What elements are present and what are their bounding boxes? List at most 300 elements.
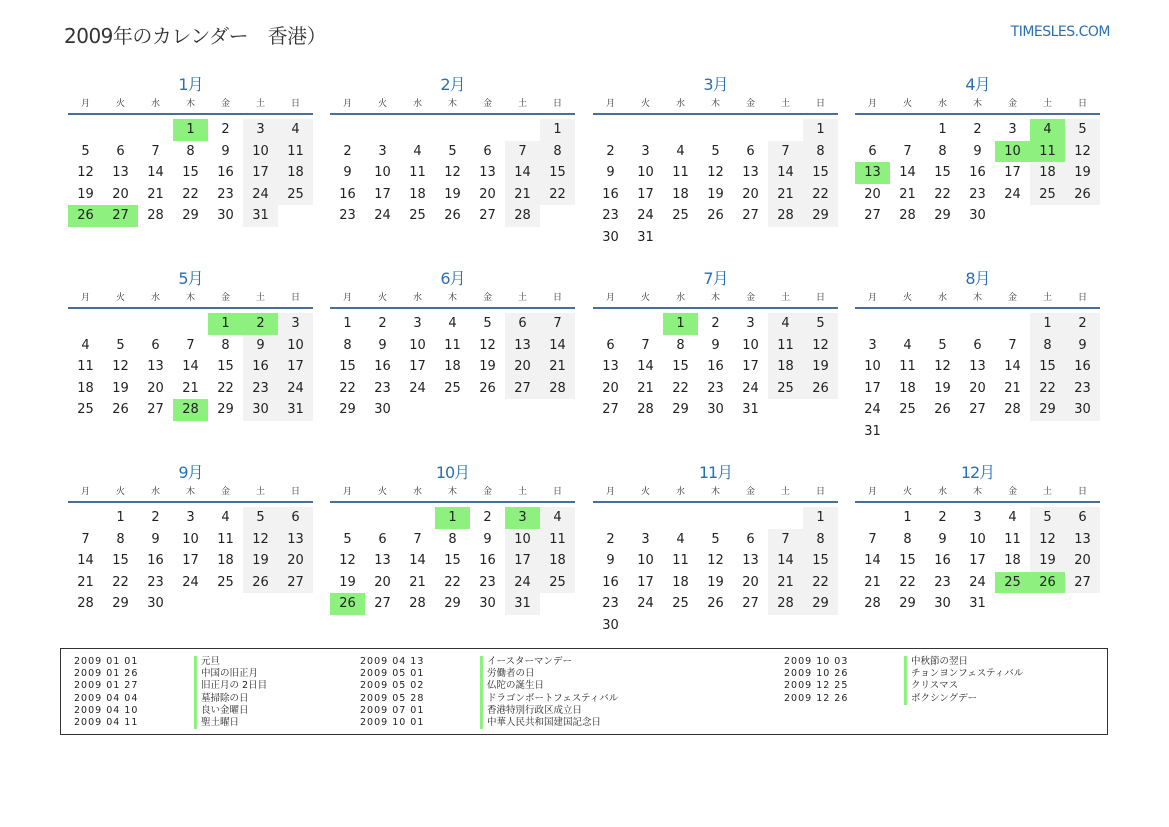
month-6 xyxy=(330,268,575,421)
empty-cell xyxy=(400,507,435,529)
day-cell: 15 xyxy=(899,553,916,569)
empty-cell xyxy=(365,119,400,141)
day-cell: 29 xyxy=(803,593,838,615)
month-title: 8月 xyxy=(965,269,990,288)
empty-cell xyxy=(890,119,925,141)
day-cell: 1 xyxy=(938,122,947,137)
day-cell: 6 xyxy=(746,143,755,159)
month-title: 1月 xyxy=(178,75,203,94)
day-cell: 13 xyxy=(969,359,986,375)
day-cell: 31 xyxy=(969,596,986,612)
day-cell: 30 xyxy=(147,596,164,612)
empty-cell xyxy=(733,119,768,141)
day-cell: 4 xyxy=(81,337,90,353)
day-cell: 21 xyxy=(182,380,199,396)
day-cell: 7 xyxy=(903,143,912,159)
day-cell: 19 xyxy=(1030,550,1065,572)
day-cell: 11 xyxy=(444,337,461,353)
empty-cell xyxy=(68,313,103,335)
day-cell: 4 xyxy=(540,507,575,529)
day-cell: 18 xyxy=(1030,162,1065,184)
day-cell: 25 xyxy=(409,208,426,224)
day-cell: 11 xyxy=(768,335,803,357)
day-cell: 3 xyxy=(243,119,278,141)
day-cell: 3 xyxy=(186,510,195,525)
day-cell: 21 xyxy=(899,186,916,202)
day-cell: 10 xyxy=(637,553,654,569)
day-cell: 29 xyxy=(934,208,951,224)
day-cell: 15 xyxy=(934,165,951,181)
month-divider xyxy=(68,307,313,309)
holiday-row xyxy=(771,680,1023,692)
empty-cell xyxy=(855,313,890,335)
empty-cell xyxy=(103,313,138,335)
day-cell: 24 xyxy=(864,402,881,418)
month-divider xyxy=(593,113,838,115)
day-cell: 23 xyxy=(969,186,986,202)
holiday-day-cell: 26 xyxy=(1030,572,1065,594)
day-cell: 11 xyxy=(1004,531,1021,547)
empty-cell xyxy=(628,119,663,141)
page-title: 2009年のカレンダー 香港） xyxy=(64,24,327,48)
weekday-label: 日 xyxy=(1077,99,1087,109)
day-cell: 14 xyxy=(505,162,540,184)
weekday-header xyxy=(855,484,1100,500)
day-cell: 20 xyxy=(742,574,759,590)
day-cell: 8 xyxy=(116,531,125,547)
weekday-header xyxy=(593,96,838,112)
day-cell: 24 xyxy=(742,380,759,396)
holiday-date: 2009 05 28 xyxy=(360,692,425,704)
day-cell: 21 xyxy=(147,186,164,202)
day-cell: 17 xyxy=(864,380,881,396)
day-cell: 31 xyxy=(742,402,759,418)
holiday-day-cell: 1 xyxy=(435,507,470,529)
day-cell: 2 xyxy=(378,316,387,331)
weekday-label: 土 xyxy=(517,99,527,109)
weekday-label: 土 xyxy=(517,293,527,303)
day-cell: 18 xyxy=(77,380,94,396)
day-cell: 17 xyxy=(374,186,391,202)
day-cell: 24 xyxy=(409,380,426,396)
weekday-label: 日 xyxy=(815,293,825,303)
day-cell: 11 xyxy=(77,359,94,375)
weekday-label: 月 xyxy=(605,487,615,497)
weekday-label: 土 xyxy=(780,487,790,497)
day-cell: 8 xyxy=(343,337,352,353)
month-divider xyxy=(330,113,575,115)
day-cell: 19 xyxy=(112,380,129,396)
holiday-date: 2009 04 10 xyxy=(74,704,139,716)
holiday-name: チョンヨンフェスティバル xyxy=(904,668,1023,680)
holiday-row xyxy=(347,717,618,729)
day-cell: 10 xyxy=(505,529,540,551)
weekday-label: 土 xyxy=(255,99,265,109)
day-cell: 17 xyxy=(182,553,199,569)
empty-cell xyxy=(400,119,435,141)
day-cell: 2 xyxy=(606,143,615,159)
weekday-label: 月 xyxy=(80,293,90,303)
day-cell: 19 xyxy=(77,186,94,202)
day-cell: 26 xyxy=(934,402,951,418)
month-title: 5月 xyxy=(178,269,203,288)
days-grid xyxy=(330,507,575,615)
weekday-label: 水 xyxy=(937,99,947,109)
day-cell: 2 xyxy=(343,143,352,159)
holiday-row xyxy=(347,668,618,680)
day-cell: 31 xyxy=(637,229,654,245)
day-cell: 15 xyxy=(217,359,234,375)
holiday-name: 良い金曜日 xyxy=(194,705,249,717)
day-cell: 22 xyxy=(934,186,951,202)
day-cell: 10 xyxy=(182,531,199,547)
weekday-header xyxy=(855,96,1100,112)
day-cell: 14 xyxy=(409,553,426,569)
day-cell: 2 xyxy=(1065,313,1100,335)
day-cell: 6 xyxy=(151,337,160,353)
day-cell: 27 xyxy=(374,596,391,612)
holiday-day-cell: 25 xyxy=(995,572,1030,594)
day-cell: 23 xyxy=(602,596,619,612)
day-cell: 5 xyxy=(116,337,125,353)
day-cell: 17 xyxy=(637,186,654,202)
day-cell: 17 xyxy=(969,553,986,569)
day-cell: 30 xyxy=(374,402,391,418)
day-cell: 3 xyxy=(378,143,387,159)
weekday-label: 日 xyxy=(552,293,562,303)
day-cell: 25 xyxy=(1030,184,1065,206)
day-cell: 2 xyxy=(938,510,947,525)
month-12 xyxy=(855,462,1100,615)
day-cell: 28 xyxy=(899,208,916,224)
weekday-header xyxy=(330,290,575,306)
day-cell: 23 xyxy=(707,380,724,396)
day-cell: 23 xyxy=(243,378,278,400)
holiday-date: 2009 12 25 xyxy=(784,680,849,692)
empty-cell xyxy=(768,119,803,141)
day-cell: 14 xyxy=(182,359,199,375)
day-cell: 20 xyxy=(602,380,619,396)
day-cell: 15 xyxy=(444,553,461,569)
weekday-label: 木 xyxy=(185,293,195,303)
day-cell: 10 xyxy=(278,335,313,357)
month-3 xyxy=(593,74,838,249)
weekday-label: 木 xyxy=(447,487,457,497)
day-cell: 16 xyxy=(602,574,619,590)
weekday-label: 日 xyxy=(552,487,562,497)
weekday-label: 火 xyxy=(640,487,650,497)
day-cell: 3 xyxy=(641,143,650,159)
day-cell: 25 xyxy=(899,402,916,418)
day-cell: 16 xyxy=(479,553,496,569)
day-cell: 15 xyxy=(339,359,356,375)
day-cell: 28 xyxy=(637,402,654,418)
day-cell: 2 xyxy=(973,122,982,137)
day-cell: 22 xyxy=(444,574,461,590)
month-title: 10月 xyxy=(435,463,470,482)
weekday-label: 月 xyxy=(342,487,352,497)
day-cell: 22 xyxy=(217,380,234,396)
weekday-label: 金 xyxy=(482,293,492,303)
day-cell: 9 xyxy=(938,531,947,547)
empty-cell xyxy=(68,507,103,529)
weekday-header xyxy=(855,290,1100,306)
weekday-label: 木 xyxy=(972,99,982,109)
weekday-label: 土 xyxy=(1042,293,1052,303)
weekday-label: 火 xyxy=(377,293,387,303)
weekday-header xyxy=(593,290,838,306)
day-cell: 28 xyxy=(768,593,803,615)
day-cell: 22 xyxy=(899,574,916,590)
weekday-label: 火 xyxy=(115,293,125,303)
weekday-label: 土 xyxy=(780,99,790,109)
holiday-name: イースターマンデー xyxy=(480,656,572,668)
holiday-row xyxy=(61,693,267,705)
day-cell: 6 xyxy=(116,143,125,159)
holiday-row xyxy=(61,717,267,729)
weekday-label: 土 xyxy=(1042,487,1052,497)
holiday-row xyxy=(61,656,267,668)
day-cell: 31 xyxy=(505,593,540,615)
day-cell: 12 xyxy=(1065,141,1100,163)
day-cell: 15 xyxy=(540,162,575,184)
holiday-day-cell: 11 xyxy=(1030,141,1065,163)
day-cell: 14 xyxy=(637,359,654,375)
holiday-name: 中華人民共和国建国記念日 xyxy=(480,717,601,729)
day-cell: 7 xyxy=(81,531,90,547)
month-title: 9月 xyxy=(178,463,203,482)
day-cell: 1 xyxy=(903,510,912,525)
day-cell: 8 xyxy=(803,529,838,551)
day-cell: 30 xyxy=(602,617,619,633)
empty-cell xyxy=(890,313,925,335)
day-cell: 16 xyxy=(969,165,986,181)
weekday-label: 土 xyxy=(1042,99,1052,109)
holiday-name: ボクシングデー xyxy=(904,693,977,705)
day-cell: 30 xyxy=(217,208,234,224)
empty-cell xyxy=(925,313,960,335)
day-cell: 13 xyxy=(742,165,759,181)
day-cell: 1 xyxy=(116,510,125,525)
holiday-date: 2009 05 01 xyxy=(360,668,425,680)
weekday-label: 土 xyxy=(255,487,265,497)
day-cell: 21 xyxy=(77,574,94,590)
day-cell: 26 xyxy=(1065,184,1100,206)
holiday-row xyxy=(61,705,267,717)
holiday-date: 2009 04 04 xyxy=(74,692,139,704)
holiday-date: 2009 01 27 xyxy=(74,680,139,692)
brand-link[interactable]: TIMESLES.COM xyxy=(1010,24,1110,40)
day-cell: 5 xyxy=(343,531,352,547)
day-cell: 24 xyxy=(374,208,391,224)
holiday-name: 労働者の日 xyxy=(480,668,535,680)
day-cell: 23 xyxy=(374,380,391,396)
day-cell: 4 xyxy=(278,119,313,141)
weekday-label: 火 xyxy=(377,99,387,109)
month-9 xyxy=(68,462,313,615)
day-cell: 29 xyxy=(112,596,129,612)
month-title: 2月 xyxy=(440,75,465,94)
day-cell: 4 xyxy=(676,531,685,547)
empty-cell xyxy=(855,119,890,141)
empty-cell xyxy=(628,313,663,335)
day-cell: 12 xyxy=(934,359,951,375)
day-cell: 19 xyxy=(1065,162,1100,184)
day-cell: 27 xyxy=(479,208,496,224)
day-cell: 18 xyxy=(899,380,916,396)
holiday-date: 2009 05 02 xyxy=(360,680,425,692)
day-cell: 22 xyxy=(112,574,129,590)
weekday-label: 水 xyxy=(675,99,685,109)
day-cell: 12 xyxy=(1030,529,1065,551)
day-cell: 23 xyxy=(217,186,234,202)
holiday-day-cell: 2 xyxy=(243,313,278,335)
empty-cell xyxy=(435,119,470,141)
day-cell: 24 xyxy=(969,574,986,590)
day-cell: 2 xyxy=(483,510,492,525)
day-cell: 7 xyxy=(768,529,803,551)
day-cell: 4 xyxy=(1008,510,1017,525)
day-cell: 25 xyxy=(444,380,461,396)
holiday-name: 元旦 xyxy=(194,656,220,668)
day-cell: 7 xyxy=(1008,337,1017,353)
day-cell: 25 xyxy=(672,208,689,224)
day-cell: 11 xyxy=(409,165,426,181)
day-cell: 30 xyxy=(969,208,986,224)
weekday-label: 火 xyxy=(902,293,912,303)
month-8 xyxy=(855,268,1100,443)
day-cell: 30 xyxy=(1065,399,1100,421)
day-cell: 8 xyxy=(938,143,947,159)
day-cell: 3 xyxy=(868,337,877,353)
empty-cell xyxy=(330,119,365,141)
weekday-label: 金 xyxy=(1007,99,1017,109)
day-cell: 23 xyxy=(479,574,496,590)
weekday-label: 金 xyxy=(220,293,230,303)
day-cell: 21 xyxy=(1004,380,1021,396)
month-divider xyxy=(855,113,1100,115)
holiday-date: 2009 10 26 xyxy=(784,668,849,680)
empty-cell xyxy=(855,507,890,529)
day-cell: 17 xyxy=(409,359,426,375)
day-cell: 6 xyxy=(973,337,982,353)
day-cell: 7 xyxy=(641,337,650,353)
day-cell: 13 xyxy=(1065,529,1100,551)
day-cell: 11 xyxy=(217,531,234,547)
empty-cell xyxy=(330,507,365,529)
weekday-label: 金 xyxy=(745,99,755,109)
day-cell: 7 xyxy=(151,143,160,159)
day-cell: 15 xyxy=(672,359,689,375)
day-cell: 5 xyxy=(1030,507,1065,529)
empty-cell xyxy=(138,313,173,335)
holiday-date: 2009 12 26 xyxy=(784,692,849,704)
day-cell: 5 xyxy=(1065,119,1100,141)
month-divider xyxy=(593,501,838,503)
day-cell: 27 xyxy=(602,402,619,418)
day-cell: 17 xyxy=(505,550,540,572)
holiday-date: 2009 01 26 xyxy=(74,668,139,680)
day-cell: 21 xyxy=(768,184,803,206)
day-cell: 17 xyxy=(1004,165,1021,181)
day-cell: 16 xyxy=(243,356,278,378)
day-cell: 10 xyxy=(637,165,654,181)
day-cell: 29 xyxy=(182,208,199,224)
month-title: 3月 xyxy=(703,75,728,94)
day-cell: 20 xyxy=(147,380,164,396)
day-cell: 11 xyxy=(672,553,689,569)
day-cell: 5 xyxy=(243,507,278,529)
day-cell: 16 xyxy=(374,359,391,375)
month-divider xyxy=(68,501,313,503)
empty-cell xyxy=(698,119,733,141)
holiday-day-cell: 1 xyxy=(663,313,698,335)
day-cell: 21 xyxy=(864,574,881,590)
day-cell: 25 xyxy=(768,378,803,400)
holiday-column xyxy=(347,656,618,729)
day-cell: 7 xyxy=(186,337,195,353)
weekday-label: 日 xyxy=(552,99,562,109)
weekday-label: 月 xyxy=(867,487,877,497)
day-cell: 8 xyxy=(676,337,685,353)
holiday-row xyxy=(61,680,267,692)
holiday-name: 旧正月の 2日目 xyxy=(194,680,267,692)
day-cell: 11 xyxy=(278,141,313,163)
day-cell: 11 xyxy=(540,529,575,551)
weekday-header xyxy=(330,484,575,500)
day-cell: 28 xyxy=(768,205,803,227)
day-cell: 4 xyxy=(676,143,685,159)
day-cell: 27 xyxy=(742,596,759,612)
weekday-label: 日 xyxy=(290,293,300,303)
day-cell: 1 xyxy=(1030,313,1065,335)
holiday-legend xyxy=(60,648,1108,735)
weekday-label: 月 xyxy=(867,99,877,109)
day-cell: 27 xyxy=(505,378,540,400)
day-cell: 9 xyxy=(711,337,720,353)
day-cell: 18 xyxy=(672,186,689,202)
day-cell: 21 xyxy=(768,572,803,594)
month-title: 7月 xyxy=(703,269,728,288)
holiday-name: クリスマス xyxy=(904,680,958,692)
empty-cell xyxy=(995,313,1030,335)
day-cell: 24 xyxy=(637,596,654,612)
day-cell: 1 xyxy=(803,507,838,529)
days-grid xyxy=(593,119,838,249)
day-cell: 18 xyxy=(1004,553,1021,569)
holiday-row xyxy=(771,693,1023,705)
day-cell: 20 xyxy=(742,186,759,202)
day-cell: 9 xyxy=(973,143,982,159)
weekday-label: 土 xyxy=(517,487,527,497)
day-cell: 14 xyxy=(768,550,803,572)
month-title: 4月 xyxy=(965,75,990,94)
day-cell: 13 xyxy=(374,553,391,569)
day-cell: 7 xyxy=(540,313,575,335)
day-cell: 14 xyxy=(1004,359,1021,375)
month-1 xyxy=(68,74,313,227)
days-grid xyxy=(330,119,575,227)
holiday-row xyxy=(347,680,618,692)
holiday-name: 中秋節の翌日 xyxy=(904,656,968,668)
day-cell: 12 xyxy=(339,553,356,569)
day-cell: 2 xyxy=(711,316,720,331)
holiday-row xyxy=(61,668,267,680)
holiday-row xyxy=(347,693,618,705)
weekday-label: 土 xyxy=(780,293,790,303)
day-cell: 18 xyxy=(217,553,234,569)
day-cell: 27 xyxy=(1065,572,1100,594)
